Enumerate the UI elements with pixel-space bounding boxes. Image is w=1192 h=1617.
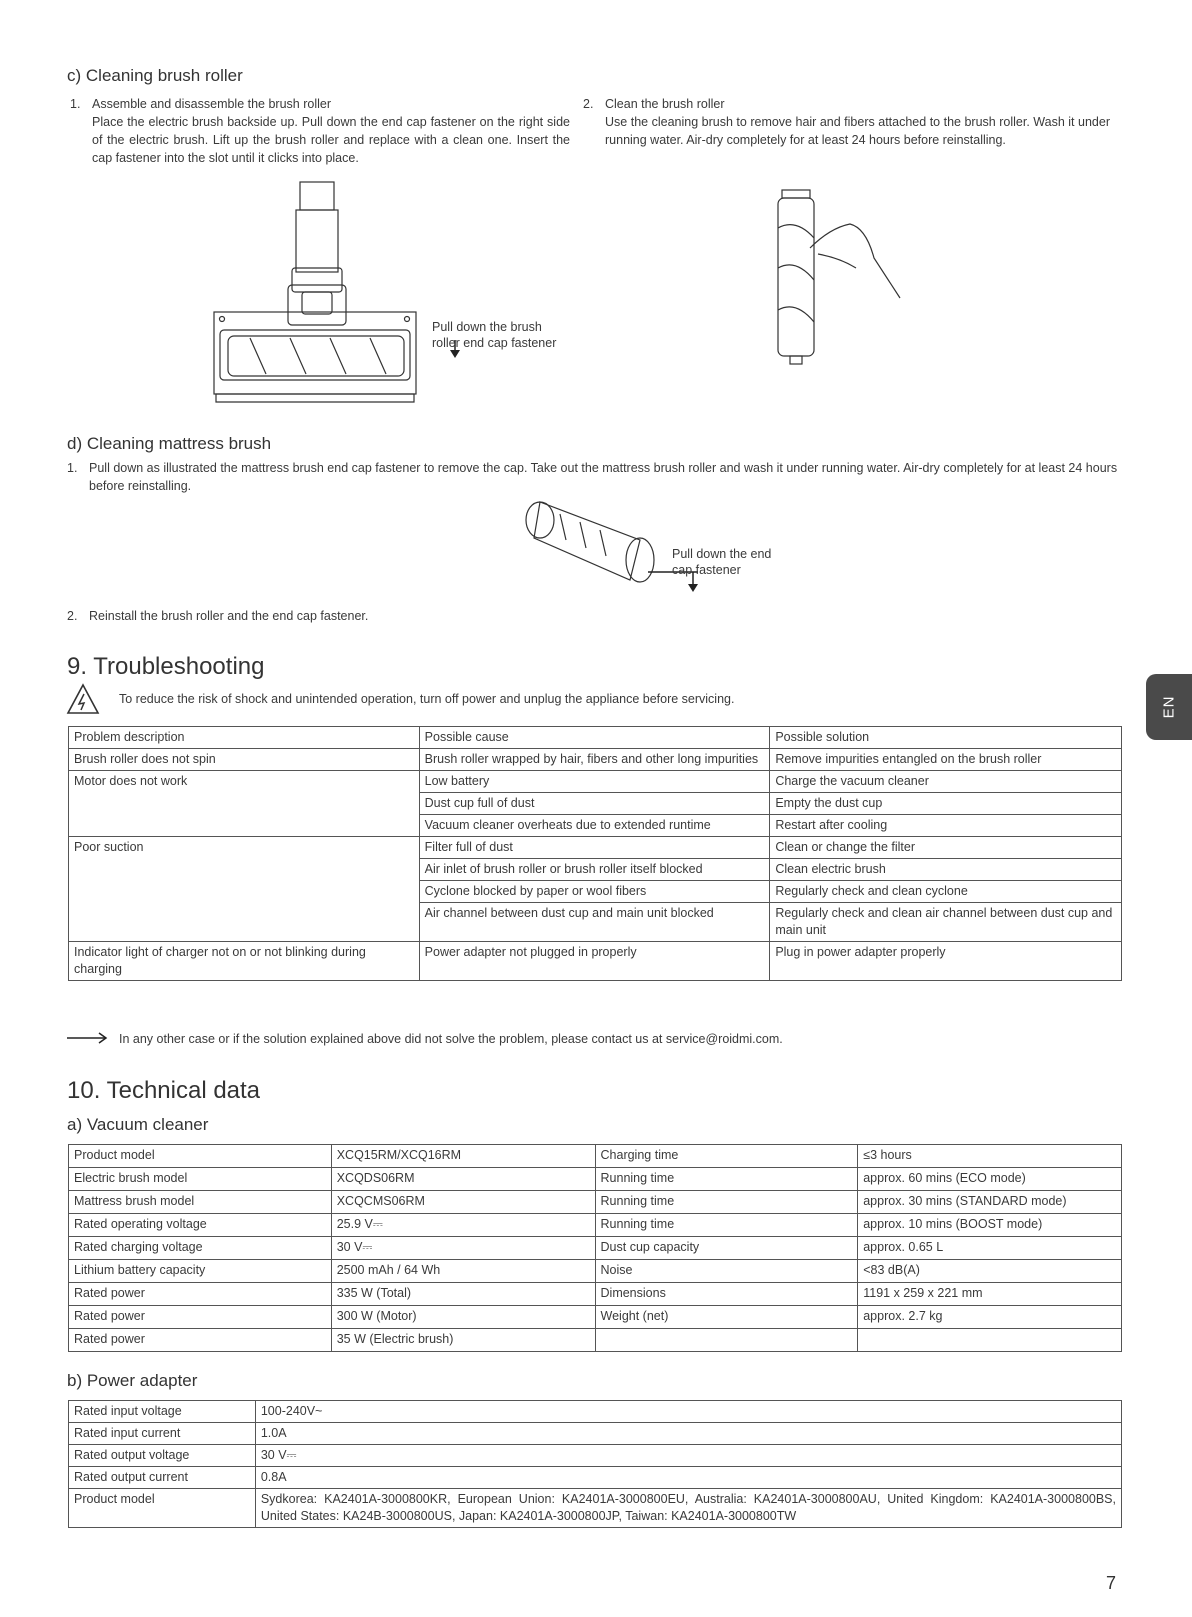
problem-cell: Brush roller does not spin <box>69 749 420 771</box>
troubleshooting-heading: 9. Troubleshooting <box>67 653 265 680</box>
spec-value: 35 W (Electric brush) <box>331 1329 595 1352</box>
adapter-spec-table <box>68 1400 1122 1528</box>
solution-cell: Remove impurities entangled on the brush roller <box>770 749 1122 771</box>
table-row <box>69 1445 1122 1467</box>
brush-roller-callout: Pull down the brush roller end cap fastener <box>432 320 557 350</box>
cause-cell: Cyclone blocked by paper or wool fibers <box>419 881 770 903</box>
step-body: Use the cleaning brush to remove hair and fibers attached to the brush roller. Wash it under running water. Air-dry completely for at least 24 hours before reinstalling. <box>605 115 1110 147</box>
spec-label: Mattress brush model <box>69 1191 332 1214</box>
table-row <box>69 1401 1122 1423</box>
table-row <box>69 1489 1122 1528</box>
section-c-step1 <box>70 95 570 175</box>
cause-cell: Power adapter not plugged in properly <box>419 942 770 981</box>
section-c-heading: c) Cleaning brush roller <box>67 66 243 85</box>
electric-shock-warning-icon <box>66 683 100 715</box>
spec-value: <83 dB(A) <box>858 1260 1122 1283</box>
step-body: Pull down as illustrated the mattress brush end cap fastener to remove the cap. Take out the mattress brush roller and wash it under running water. Air-dry completely for at least 24 hours before reinstalling. <box>89 461 1118 493</box>
right-arrow-icon <box>67 1031 109 1045</box>
spec-label: Weight (net) <box>595 1306 858 1329</box>
solution-cell: Empty the dust cup <box>770 793 1122 815</box>
header-cell: Possible cause <box>419 727 770 749</box>
spec-value: 100-240V~ <box>255 1401 1121 1423</box>
spec-value: 1.0A <box>255 1423 1121 1445</box>
step-body: Reinstall the brush roller and the end cap fastener. <box>89 609 369 623</box>
vacuum-spec-table <box>68 1144 1122 1352</box>
section-d-heading: d) Cleaning mattress brush <box>67 434 272 453</box>
spec-label: Running time <box>595 1214 858 1237</box>
spec-label <box>595 1329 858 1352</box>
spec-value: 25.9 V⎓ <box>331 1214 595 1237</box>
language-tab[interactable] <box>1146 674 1192 740</box>
spec-value: approx. 60 mins (ECO mode) <box>858 1168 1122 1191</box>
spec-label: Rated power <box>69 1329 332 1352</box>
problem-cell: Poor suction <box>69 837 420 942</box>
spec-label: Dust cup capacity <box>595 1237 858 1260</box>
spec-label: Running time <box>595 1191 858 1214</box>
table-row <box>69 1283 1122 1306</box>
table-row <box>69 837 1122 859</box>
spec-label: Rated charging voltage <box>69 1237 332 1260</box>
adapter-heading: b) Power adapter <box>67 1371 198 1390</box>
table-row <box>69 1145 1122 1168</box>
spec-label: Rated input voltage <box>69 1401 256 1423</box>
troubleshooting-table <box>68 726 1122 981</box>
table-row <box>69 1306 1122 1329</box>
spec-label: Rated power <box>69 1306 332 1329</box>
problem-cell: Indicator light of charger not on or not blinking during charging <box>69 942 420 981</box>
table-row <box>69 1168 1122 1191</box>
step-number: 2. <box>67 609 78 623</box>
table-row <box>69 1237 1122 1260</box>
spec-label: Rated output voltage <box>69 1445 256 1467</box>
spec-label: Lithium battery capacity <box>69 1260 332 1283</box>
spec-value: 0.8A <box>255 1467 1121 1489</box>
spec-label: Rated operating voltage <box>69 1214 332 1237</box>
table-row <box>69 749 1122 771</box>
spec-value: ≤3 hours <box>858 1145 1122 1168</box>
table-row <box>69 942 1122 981</box>
cause-cell: Low battery <box>419 771 770 793</box>
electric-brush-illustration <box>210 180 430 410</box>
table-row <box>69 1467 1122 1489</box>
spec-label: Rated input current <box>69 1423 256 1445</box>
problem-cell: Motor does not work <box>69 771 420 837</box>
cause-cell: Vacuum cleaner overheats due to extended runtime <box>419 815 770 837</box>
spec-value: XCQDS06RM <box>331 1168 595 1191</box>
solution-cell: Clean or change the filter <box>770 837 1122 859</box>
step-number: 2. <box>583 97 594 111</box>
language-tab-label: EN <box>1160 695 1178 719</box>
section-d-step1 <box>67 459 1122 497</box>
spec-label: Rated output current <box>69 1467 256 1489</box>
spec-value: 300 W (Motor) <box>331 1306 595 1329</box>
page-number: 7 <box>1106 1573 1117 1593</box>
step-title: Clean the brush roller <box>605 97 725 111</box>
spec-label: Electric brush model <box>69 1168 332 1191</box>
technical-heading: 10. Technical data <box>67 1077 261 1104</box>
step-number: 1. <box>70 97 81 111</box>
vacuum-heading: a) Vacuum cleaner <box>67 1115 209 1134</box>
table-row <box>69 771 1122 793</box>
spec-value: XCQ15RM/XCQ16RM <box>331 1145 595 1168</box>
spec-value: 30 V⎓ <box>255 1445 1121 1467</box>
solution-cell: Regularly check and clean air channel between dust cup and main unit <box>770 903 1122 942</box>
solution-cell: Charge the vacuum cleaner <box>770 771 1122 793</box>
contact-note: In any other case or if the solution explained above did not solve the problem, please contact us at service@roidmi.com. <box>119 1032 783 1046</box>
cause-cell: Air channel between dust cup and main unit blocked <box>419 903 770 942</box>
cause-cell: Brush roller wrapped by hair, fibers and other long impurities <box>419 749 770 771</box>
mattress-callout: Pull down the end cap fastener <box>672 547 772 577</box>
warning-text: To reduce the risk of shock and unintended operation, turn off power and unplug the appliance before servicing. <box>119 692 735 706</box>
spec-value: 1191 x 259 x 221 mm <box>858 1283 1122 1306</box>
spec-value <box>858 1329 1122 1352</box>
spec-label: Product model <box>69 1145 332 1168</box>
step-title: Assemble and disassemble the brush roller <box>92 97 332 111</box>
solution-cell: Regularly check and clean cyclone <box>770 881 1122 903</box>
spec-value: approx. 10 mins (BOOST mode) <box>858 1214 1122 1237</box>
spec-label: Dimensions <box>595 1283 858 1306</box>
table-row <box>69 1191 1122 1214</box>
spec-label: Rated power <box>69 1283 332 1306</box>
section-c-step2 <box>583 95 1110 175</box>
solution-cell: Clean electric brush <box>770 859 1122 881</box>
spec-label: Noise <box>595 1260 858 1283</box>
spec-value: 30 V⎓ <box>331 1237 595 1260</box>
spec-value: approx. 2.7 kg <box>858 1306 1122 1329</box>
spec-value: approx. 0.65 L <box>858 1237 1122 1260</box>
spec-value: 335 W (Total) <box>331 1283 595 1306</box>
cause-cell: Dust cup full of dust <box>419 793 770 815</box>
cause-cell: Filter full of dust <box>419 837 770 859</box>
solution-cell: Plug in power adapter properly <box>770 942 1122 981</box>
table-row <box>69 1214 1122 1237</box>
spec-value: XCQCMS06RM <box>331 1191 595 1214</box>
brush-roller-cleaning-illustration <box>770 188 920 370</box>
table-row <box>69 1423 1122 1445</box>
header-cell: Problem description <box>69 727 420 749</box>
step-body: Place the electric brush backside up. Pull down the end cap fastener on the right side of the electric brush. Lift up the brush roller and replace with a clean one. Insert the cap fastener into the slot until it clicks into place. <box>92 115 570 165</box>
spec-label: Charging time <box>595 1145 858 1168</box>
spec-label: Running time <box>595 1168 858 1191</box>
step-number: 1. <box>67 461 78 475</box>
header-cell: Possible solution <box>770 727 1122 749</box>
table-header-row <box>69 727 1122 749</box>
spec-value: approx. 30 mins (STANDARD mode) <box>858 1191 1122 1214</box>
spec-label: Product model <box>69 1489 256 1528</box>
solution-cell: Restart after cooling <box>770 815 1122 837</box>
table-row <box>69 1260 1122 1283</box>
spec-value: Sydkorea: KA2401A-3000800KR, European Union: KA2401A-3000800EU, Australia: KA2401A-3000800AU, United Kingdom: KA2401A-3000800BS, United States: KA24B-3000800US, Japan: KA2401A-3000800JP, Taiwan: KA2401A-3000800TW <box>255 1489 1121 1528</box>
spec-value: 2500 mAh / 64 Wh <box>331 1260 595 1283</box>
cause-cell: Air inlet of brush roller or brush roller itself blocked <box>419 859 770 881</box>
table-row <box>69 1329 1122 1352</box>
